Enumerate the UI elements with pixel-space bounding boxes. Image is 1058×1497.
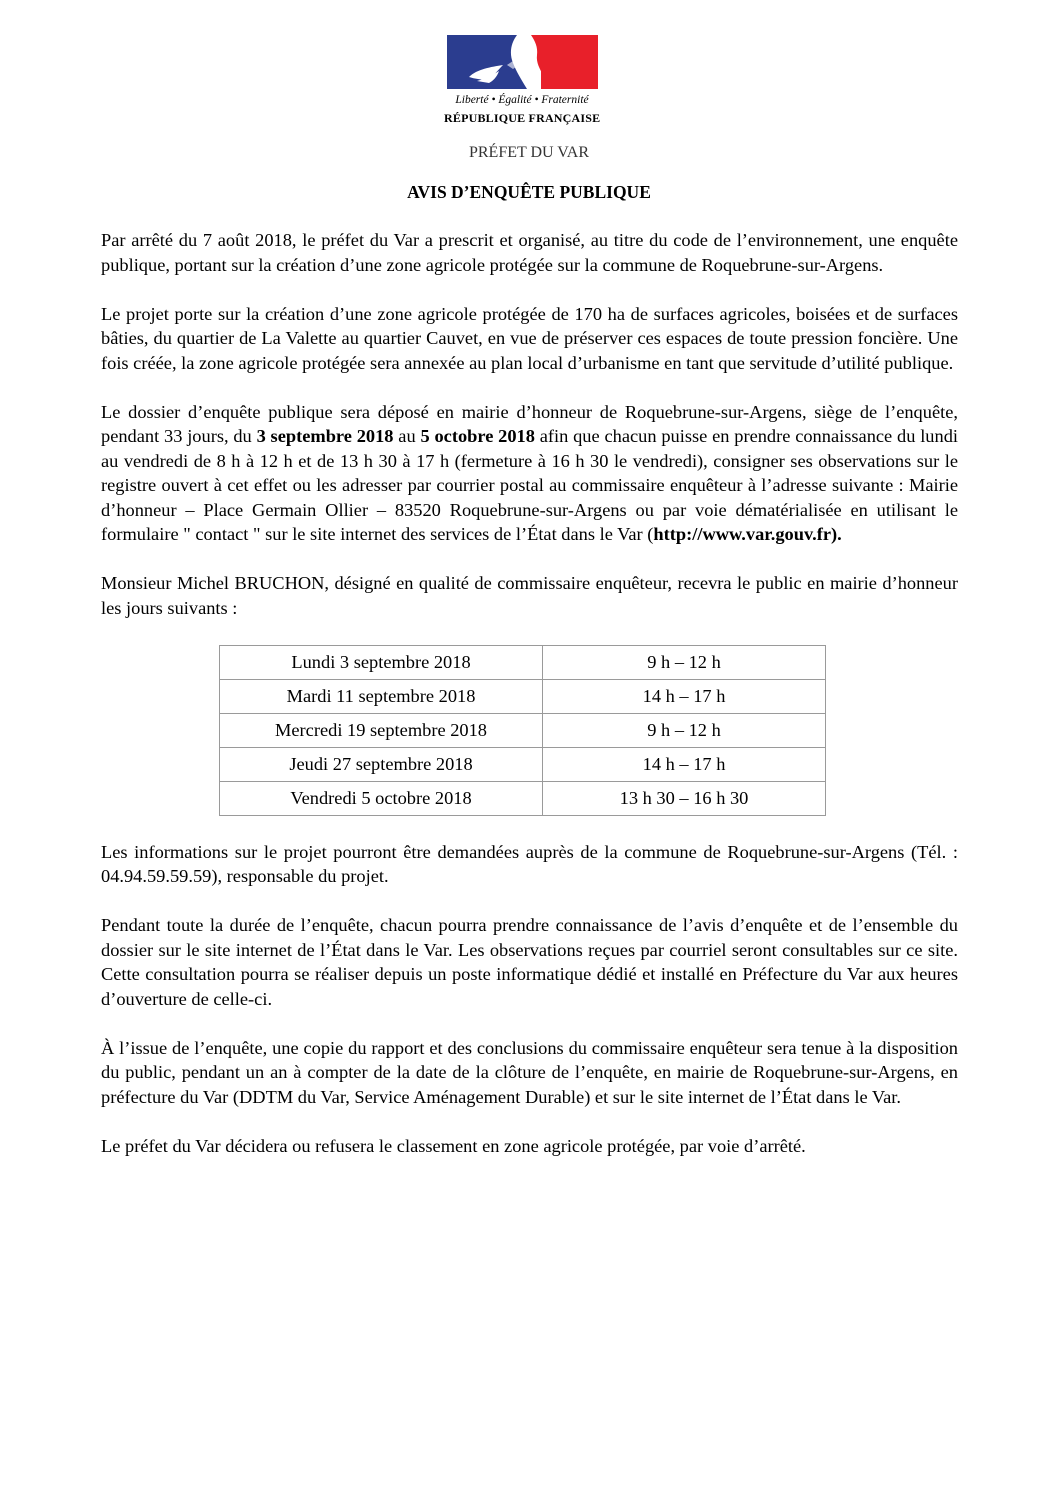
issuing-authority: PRÉFET DU VAR xyxy=(468,144,590,161)
schedule-day: Mercredi 19 septembre 2018 xyxy=(220,713,543,747)
schedule-day: Vendredi 5 octobre 2018 xyxy=(220,781,543,815)
schedule-hours: 9 h – 12 h xyxy=(543,645,826,679)
paragraph-report: À l’issue de l’enquête, une copie du rapport et des conclusions du commissaire enquêteur sera tenue à la disposition du public, pendant un an à compter de la date de la clôture de l’enquête, en mairie de Roquebrune-sur-Argens, en préfecture du Var (DDTM du Var, Service Aménagement Durable) et sur le site internet de l’État dans le Var. xyxy=(101,1037,958,1107)
paragraph-project: Le projet porte sur la création d’une zone agricole protégée de 170 ha de surfaces agricoles, boisées et de surfaces bâties, du quartier de La Valette au quartier Cauvet, en vue de préserver ces espaces de toute pression foncière. Une fois créée, la zone agricole protégée sera annexée au plan local d’urbanisme en tant que servitude d’utilité publique. xyxy=(101,303,958,373)
dossier-text-1: Le dossier d’enquête publique sera déposé en mairie d’honneur de Roquebrune-sur-Argens, siège de l’enquête, pendant 33 jours, du xyxy=(101,401,958,446)
table-row xyxy=(220,747,826,781)
table-row xyxy=(220,679,826,713)
paragraph-decision: Le préfet du Var décidera ou refusera le classement en zone agricole protégée, par voie d’arrêté. xyxy=(101,1135,806,1156)
republic-name: RÉPUBLIQUE FRANÇAISE xyxy=(444,111,601,125)
dossier-text-4: ). xyxy=(831,524,842,544)
schedule-day: Lundi 3 septembre 2018 xyxy=(220,645,543,679)
paragraph-decree: Par arrêté du 7 août 2018, le préfet du Var a prescrit et organisé, au titre du code de l’environnement, une enquête publique, portant sur la création d’une zone agricole protégée sur la commune de Roquebrune-sur-Argens. xyxy=(101,230,958,275)
marianne-flag-icon xyxy=(447,35,598,89)
dossier-text-2: au xyxy=(393,426,421,446)
table-row xyxy=(220,781,826,815)
start-date: 3 septembre 2018 xyxy=(256,426,394,446)
end-date: 5 octobre 2018 xyxy=(420,426,535,446)
notice-title: AVIS D’ENQUÊTE PUBLIQUE xyxy=(407,182,651,202)
schedule-hours: 13 h 30 – 16 h 30 xyxy=(543,781,826,815)
paragraph-consultation: Pendant toute la durée de l’enquête, chacun pourra prendre connaissance de l’avis d’enquête et de l’ensemble du dossier sur le site internet de l’État dans le Var. Les observations reçues par courriel seront consultables sur ce site. Cette consultation pourra se réaliser depuis un poste informatique dédié et installé en Préfecture du Var aux heures d’ouverture de celle-ci. xyxy=(101,915,958,1009)
schedule-table xyxy=(219,645,826,816)
marianne-logo xyxy=(444,35,600,127)
paragraph-dossier xyxy=(101,400,958,547)
dossier-text-3: afin que chacun puisse en prendre connaissance du lundi au vendredi de 8 h à 12 h et de 13 h 30 à 17 h (fermeture à 16 h 30 le vendredi), consigner ses observations sur le registre ouvert à cet effet ou les adresser par courrier postal au commissaire enquêteur à l’adresse suivante : Mairie d’honneur – Place Germain Ollier – 83520 Roquebrune-sur-Argens ou par voie dématérialisée en utilisant le formulaire " contact " sur le site internet des services de l’État dans le Var ( xyxy=(101,426,959,544)
schedule-day: Mardi 11 septembre 2018 xyxy=(220,679,543,713)
table-row xyxy=(220,645,826,679)
paragraph-commissioner: Monsieur Michel BRUCHON, désigné en qualité de commissaire enquêteur, recevra le public en mairie d’honneur les jours suivants : xyxy=(101,573,958,618)
schedule-hours: 14 h – 17 h xyxy=(543,747,826,781)
republic-motto: Liberté • Égalité • Fraternité xyxy=(455,94,589,106)
table-row xyxy=(220,713,826,747)
schedule-hours: 14 h – 17 h xyxy=(543,679,826,713)
website-link[interactable]: http://www.var.gouv.fr xyxy=(653,524,832,544)
schedule-day: Jeudi 27 septembre 2018 xyxy=(220,747,543,781)
schedule-hours: 9 h – 12 h xyxy=(543,713,826,747)
notice-body xyxy=(101,228,958,1183)
paragraph-information: Les informations sur le projet pourront être demandées auprès de la commune de Roquebrune-sur-Argens (Tél. : 04.94.59.59.59), responsable du projet. xyxy=(101,841,958,886)
